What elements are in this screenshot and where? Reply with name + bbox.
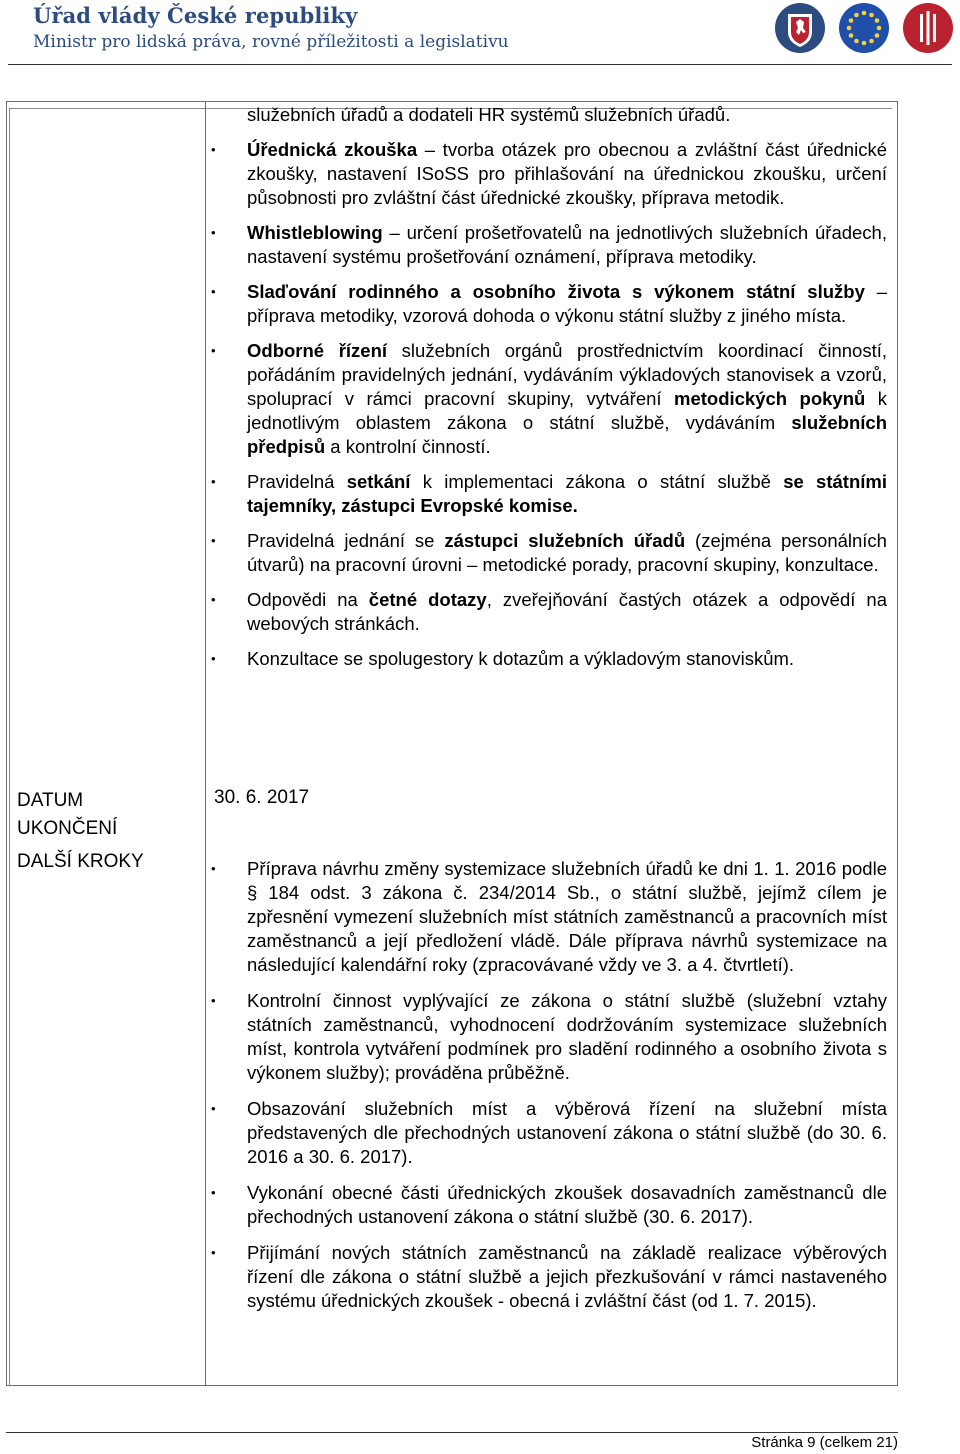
end-date-value: 30. 6. 2017 bbox=[214, 787, 310, 808]
czech-coat-of-arms-icon bbox=[774, 2, 826, 54]
page-number: Stránka 9 (celkem 21) bbox=[751, 1434, 898, 1451]
list-item: • Kontrolní činnost vyplývající ze zákona o státní službě (služební vztahy státních zaměstnanců, vyhodnocení dodržováním systemizace služebních míst, kontrola vytváření podmínek pro sladění rodinného a osobního života s výkonem služby); prováděna průběžně. bbox=[211, 989, 887, 1085]
label-ukonceni: UKONČENÍ bbox=[17, 818, 118, 839]
label-dalsi-kroky: DALŠÍ KROKY bbox=[17, 851, 144, 872]
list-item: • Vykonání obecné části úřednických zkoušek dosavadních zaměstnanců dle přechodných ustanovení zákona o státní službě (30. 6. 2017). bbox=[211, 1181, 887, 1229]
list-item: • Obsazování služebních míst a výběrová řízení na služební místa představených dle přechodných ustanovení zákona o státní službě (do 30. 6. 2016 a 30. 6. 2017). bbox=[211, 1097, 887, 1169]
list-item: • Odpovědi na četné dotazy, zveřejňování častých otázek a odpovědí na webových stránkách. bbox=[211, 588, 887, 636]
list-item: • Whistleblowing – určení prošetřovatelů na jednotlivých služebních úřadech, nastavení systému prošetřování oznámení, příprava metodiky. bbox=[211, 221, 887, 269]
list-item: • Příprava návrhu změny systemizace služebních úřadů ke dni 1. 1. 2016 podle § 184 odst. 3 zákona č. 234/2014 Sb., o státní službě, jejímž cílem je zpřesnění vymezení služebních míst státních zaměstnanců a pracovních míst zaměstnanců a její předložení vládě. Dále příprava návrhů systemizace na následující kalendářní roky (zpracovávané vždy ve 3. a 4. čtvrtletí). bbox=[211, 857, 887, 977]
label-datum: DATUM bbox=[17, 790, 84, 811]
header-divider bbox=[8, 64, 952, 65]
column-divider bbox=[205, 101, 206, 1386]
eu-flag-icon bbox=[838, 2, 890, 54]
list-item-continuation: služebních úřadů a dodateli HR systémů služebních úřadů. bbox=[247, 104, 731, 125]
list-item: • Přijímání nových státních zaměstnanců na základě realizace výběrových řízení dle zákona o státní službě a jejich přezkušování v rámci nastaveného systému úřednických zkoušek - obecná i zvláštní část (od 1. 7. 2015). bbox=[211, 1241, 887, 1313]
list-item: • Konzultace se spolugestory k dotazům a výkladovým stanoviskům. bbox=[211, 647, 887, 671]
minister-subtitle: Ministr pro lidská práva, rovné příležitosti a legislativu bbox=[33, 32, 509, 52]
list-item: • Odborné řízení služebních orgánů prostřednictvím koordinací činností, pořádáním pravidelných jednání, vydáváním výkladových stanovisek a vzorů, spoluprací v rámci pracovní skupiny, vytváření metodických pokynů k jednotlivým oblastem zákona o státní službě, vydáváním služebních předpisů a kontrolní činností. bbox=[211, 339, 887, 459]
page-header bbox=[0, 0, 960, 62]
government-emblem-icon bbox=[902, 2, 954, 54]
list-item: • Pravidelná jednání se zástupci služebních úřadů (zejména personálních útvarů) na pracovní úrovni – metodické porady, pracovní skupiny, konzultace. bbox=[211, 529, 887, 577]
footer-divider bbox=[6, 1432, 898, 1433]
list-item: • Úřednická zkouška – tvorba otázek pro obecnou a zvláštní část úřednické zkoušky, nastavení ISoSS pro přihlašování na úřednickou zkoušku, určení působnosti pro zvláštní část úřednické zkoušky, příprava metodik. bbox=[211, 138, 887, 210]
activities-list bbox=[211, 103, 887, 682]
list-item: • Slaďování rodinného a osobního života s výkonem státní služby – příprava metodiky, vzorová dohoda o výkonu státní služby z jiného místa. bbox=[211, 280, 887, 328]
list-item: • Pravidelná setkání k implementaci zákona o státní službě se státními tajemníky, zástupci Evropské komise. bbox=[211, 470, 887, 518]
next-steps-list bbox=[211, 857, 887, 1325]
office-title: Úřad vlády České republiky bbox=[33, 3, 358, 28]
